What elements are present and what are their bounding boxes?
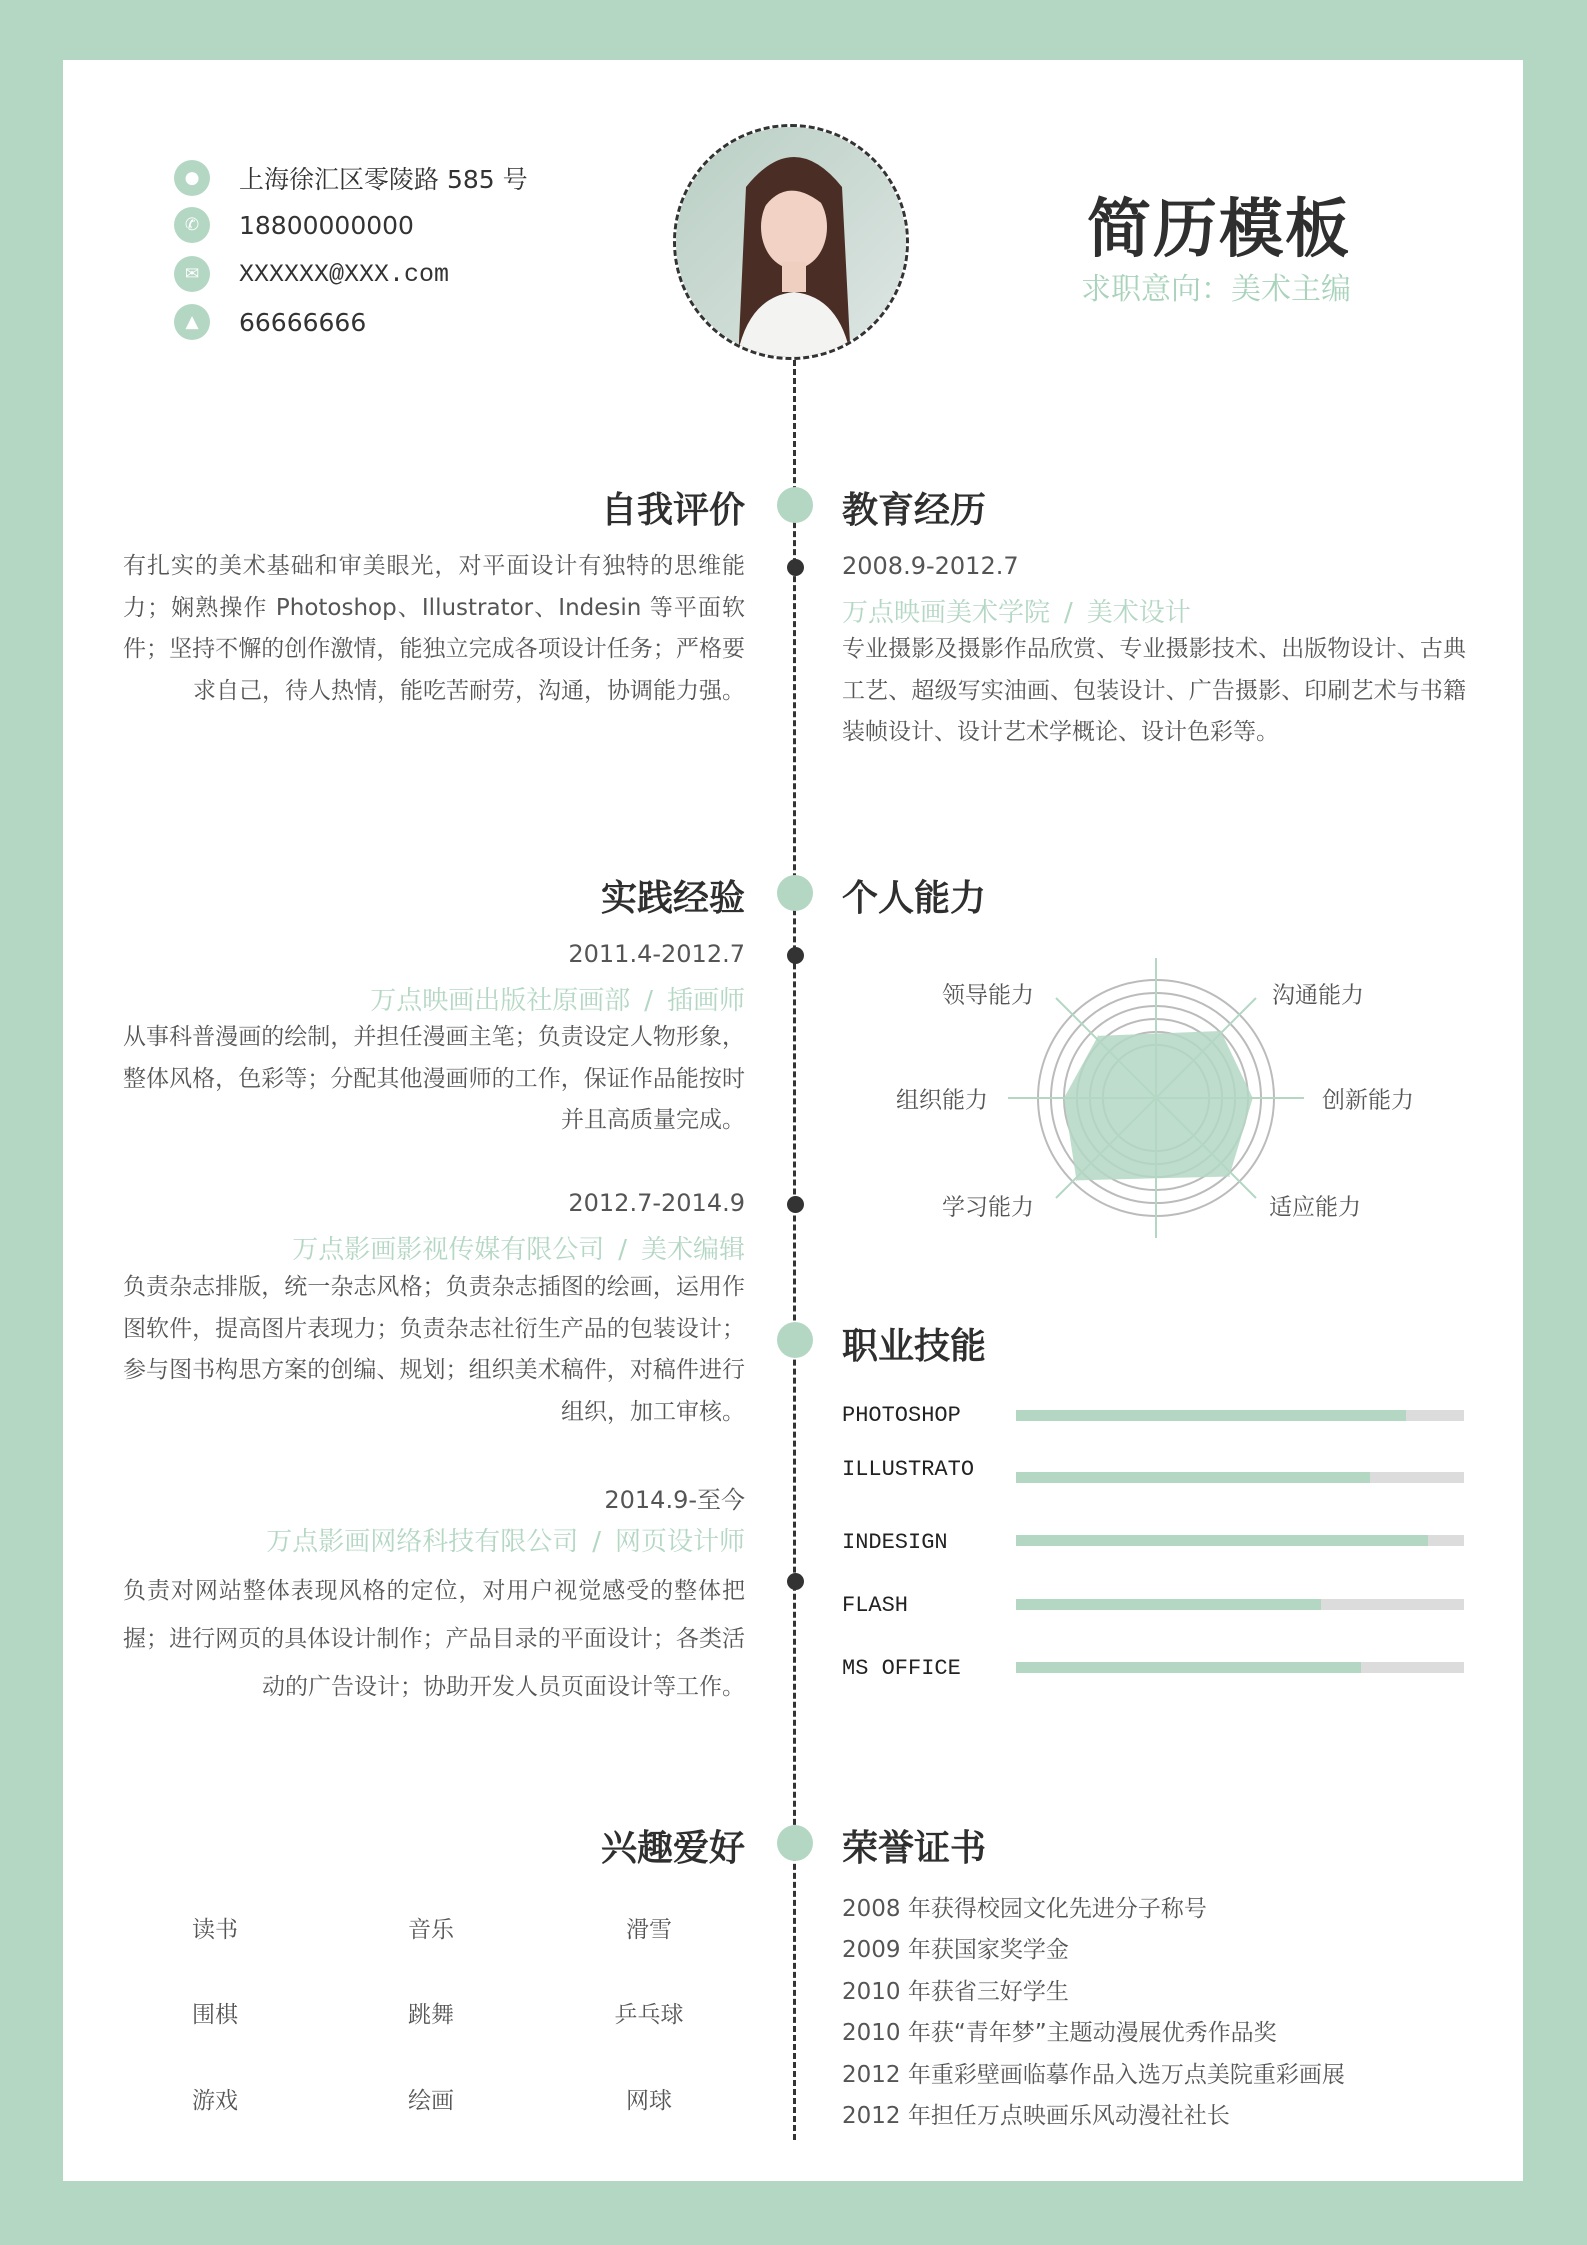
skill-level-fill [1016,1472,1370,1483]
education-school-line [842,592,1191,629]
timeline-dot [787,1196,804,1213]
contact-email [174,256,449,292]
email-text: XXXXXX@XXX.com [239,259,450,289]
hobby-item: 读书 [192,1917,238,1943]
skill-level-fill [1016,1662,1361,1673]
hobby-item: 滑雪 [626,1917,672,1943]
skill-level-bar [1016,1410,1464,1421]
timeline-line [793,360,796,2140]
skill-level-bar [1016,1662,1464,1673]
ability-radar-chart [1006,948,1306,1248]
skill-level-bar [1016,1472,1464,1483]
skill-name: PHOTOSHOP [842,1403,961,1428]
separator: / [1064,598,1073,628]
timeline-section-marker [777,1825,813,1861]
radar-value-area [1064,1031,1253,1180]
profile-photo [673,124,909,360]
skill-name: MS OFFICE [842,1656,961,1681]
school-name: 万点映画美术学院 [842,598,1051,628]
resume-title: 简历模板 [1087,193,1351,267]
timeline-section-marker [777,487,813,523]
skill-name: INDESIGN [842,1530,948,1555]
hobby-item: 游戏 [192,2088,238,2114]
timeline-dot [787,947,804,964]
radar-label: 领导能力 [942,982,1034,1009]
phone-icon: ✆ [174,207,210,243]
experience-date: 2011.4-2012.7 [568,940,745,968]
separator: / [644,986,653,1016]
radar-point [1252,1098,1253,1099]
contact-phone [174,207,414,243]
skill-level-bar [1016,1599,1464,1610]
self-evaluation-heading: 自我评价 [600,490,745,531]
experience-date: 2014.9-至今 [604,1486,745,1514]
self-evaluation-text: 有扎实的美术基础和审美眼光，对平面设计有独特的思维能力；娴熟操作 Photoshop、Illustrator、Indesin 等平面软件；坚持不懈的创作激情，能独立完成各项设计任务；严格要求自己，待人热情，能吃苦耐劳，沟通，协调能力强。 [123,553,745,704]
radar-point [1063,1098,1064,1099]
experience-company-line [292,1229,745,1266]
phone-text: 18800000000 [239,210,414,240]
radar-label: 适应能力 [1269,1194,1361,1221]
experience-company-line [370,980,745,1017]
honors-heading: 荣誉证书 [842,1828,987,1869]
contact-address [174,160,528,196]
hobby-item: 音乐 [408,1917,454,1943]
radar-label: 沟通能力 [1272,982,1364,1009]
education-date: 2008.9-2012.7 [842,552,1019,580]
job-role: 插画师 [666,986,745,1016]
radar-point [1220,1030,1221,1031]
job-role: 美术编辑 [640,1235,745,1265]
portrait-image [676,127,909,360]
contact-qq [174,304,366,340]
experience-desc: 负责对网站整体表现风格的定位，对用户视觉感受的整体把握；进行网页的具体设计制作；产品目录的平面设计；各类活动的广告设计；协助开发人员页面设计等工作。 [123,1578,745,1700]
skill-name: FLASH [842,1593,909,1618]
separator: / [618,1235,627,1265]
radar-point [1076,1180,1077,1181]
timeline-dot [787,559,804,576]
hobby-item: 围棋 [192,2002,238,2028]
honor-item: 2010 年获省三好学生 [842,1979,1069,2005]
location-pin-icon: ● [174,160,210,196]
honor-item: 2012 年担任万点映画乐风动漫社社长 [842,2103,1230,2129]
job-intention: 求职意向：美术主编 [1081,272,1351,307]
skills-heading: 职业技能 [842,1326,987,1367]
qq-text: 66666666 [239,307,367,337]
skill-level-bar [1016,1535,1464,1546]
education-heading: 教育经历 [842,490,987,531]
timeline-dot [787,1573,804,1590]
hobby-item: 绘画 [408,2088,454,2114]
radar-label: 创新能力 [1322,1087,1414,1114]
experience-heading: 实践经验 [600,878,745,919]
experience-desc: 从事科普漫画的绘制，并担任漫画主笔；负责设定人物形象，整体风格，色彩等；分配其他漫画师的工作，保证作品能按时并且高质量完成。 [123,1024,745,1133]
radar-label: 学习能力 [942,1194,1034,1221]
experience-desc: 负责杂志排版，统一杂志风格；负责杂志插图的绘画，运用作图软件，提高图片表现力；负责杂志社衍生产品的包装设计；参与图书构思方案的创编、规划；组织美术稿件，对稿件进行组织，加工审核。 [123,1274,745,1425]
hobby-item: 网球 [626,2088,672,2114]
radar-point [1229,1176,1230,1177]
company-name: 万点影画网络科技有限公司 [266,1527,579,1557]
separator: / [592,1527,601,1557]
skill-name: ILLUSTRATO [842,1457,975,1482]
experience-date: 2012.7-2014.9 [568,1189,745,1217]
experience-company-line [266,1521,745,1558]
skill-level-fill [1016,1410,1406,1421]
address-text: 上海徐汇区零陵路 585 号 [239,165,528,194]
abilities-heading: 个人能力 [842,878,987,919]
company-name: 万点影画影视传媒有限公司 [292,1235,605,1265]
hobby-item: 跳舞 [408,2002,454,2028]
timeline-section-marker [777,1322,813,1358]
hobbies-heading: 兴趣爱好 [600,1828,745,1869]
qq-penguin-icon: ▲ [174,304,210,340]
honor-item: 2012 年重彩壁画临摹作品入选万点美院重彩画展 [842,2062,1345,2088]
radar-point [1098,1035,1099,1036]
honor-item: 2008 年获得校园文化先进分子称号 [842,1896,1207,1922]
mail-icon: ✉ [174,256,210,292]
honor-item: 2009 年获国家奖学金 [842,1937,1069,1963]
company-name: 万点映画出版社原画部 [370,986,631,1016]
hobby-item: 乒乓球 [614,2002,684,2028]
skill-level-fill [1016,1599,1321,1610]
job-role: 网页设计师 [614,1527,745,1557]
honor-item: 2010 年获“青年梦”主题动漫展优秀作品奖 [842,2020,1277,2046]
major: 美术设计 [1086,598,1191,628]
radar-label: 组织能力 [896,1087,988,1114]
education-courses: 专业摄影及摄影作品欣赏、专业摄影技术、出版物设计、古典工艺、超级写实油画、包装设计、广告摄影、印刷艺术与书籍装帧设计、设计艺术学概论、设计色彩等。 [842,636,1466,745]
timeline-section-marker [777,875,813,911]
skill-level-fill [1016,1535,1428,1546]
